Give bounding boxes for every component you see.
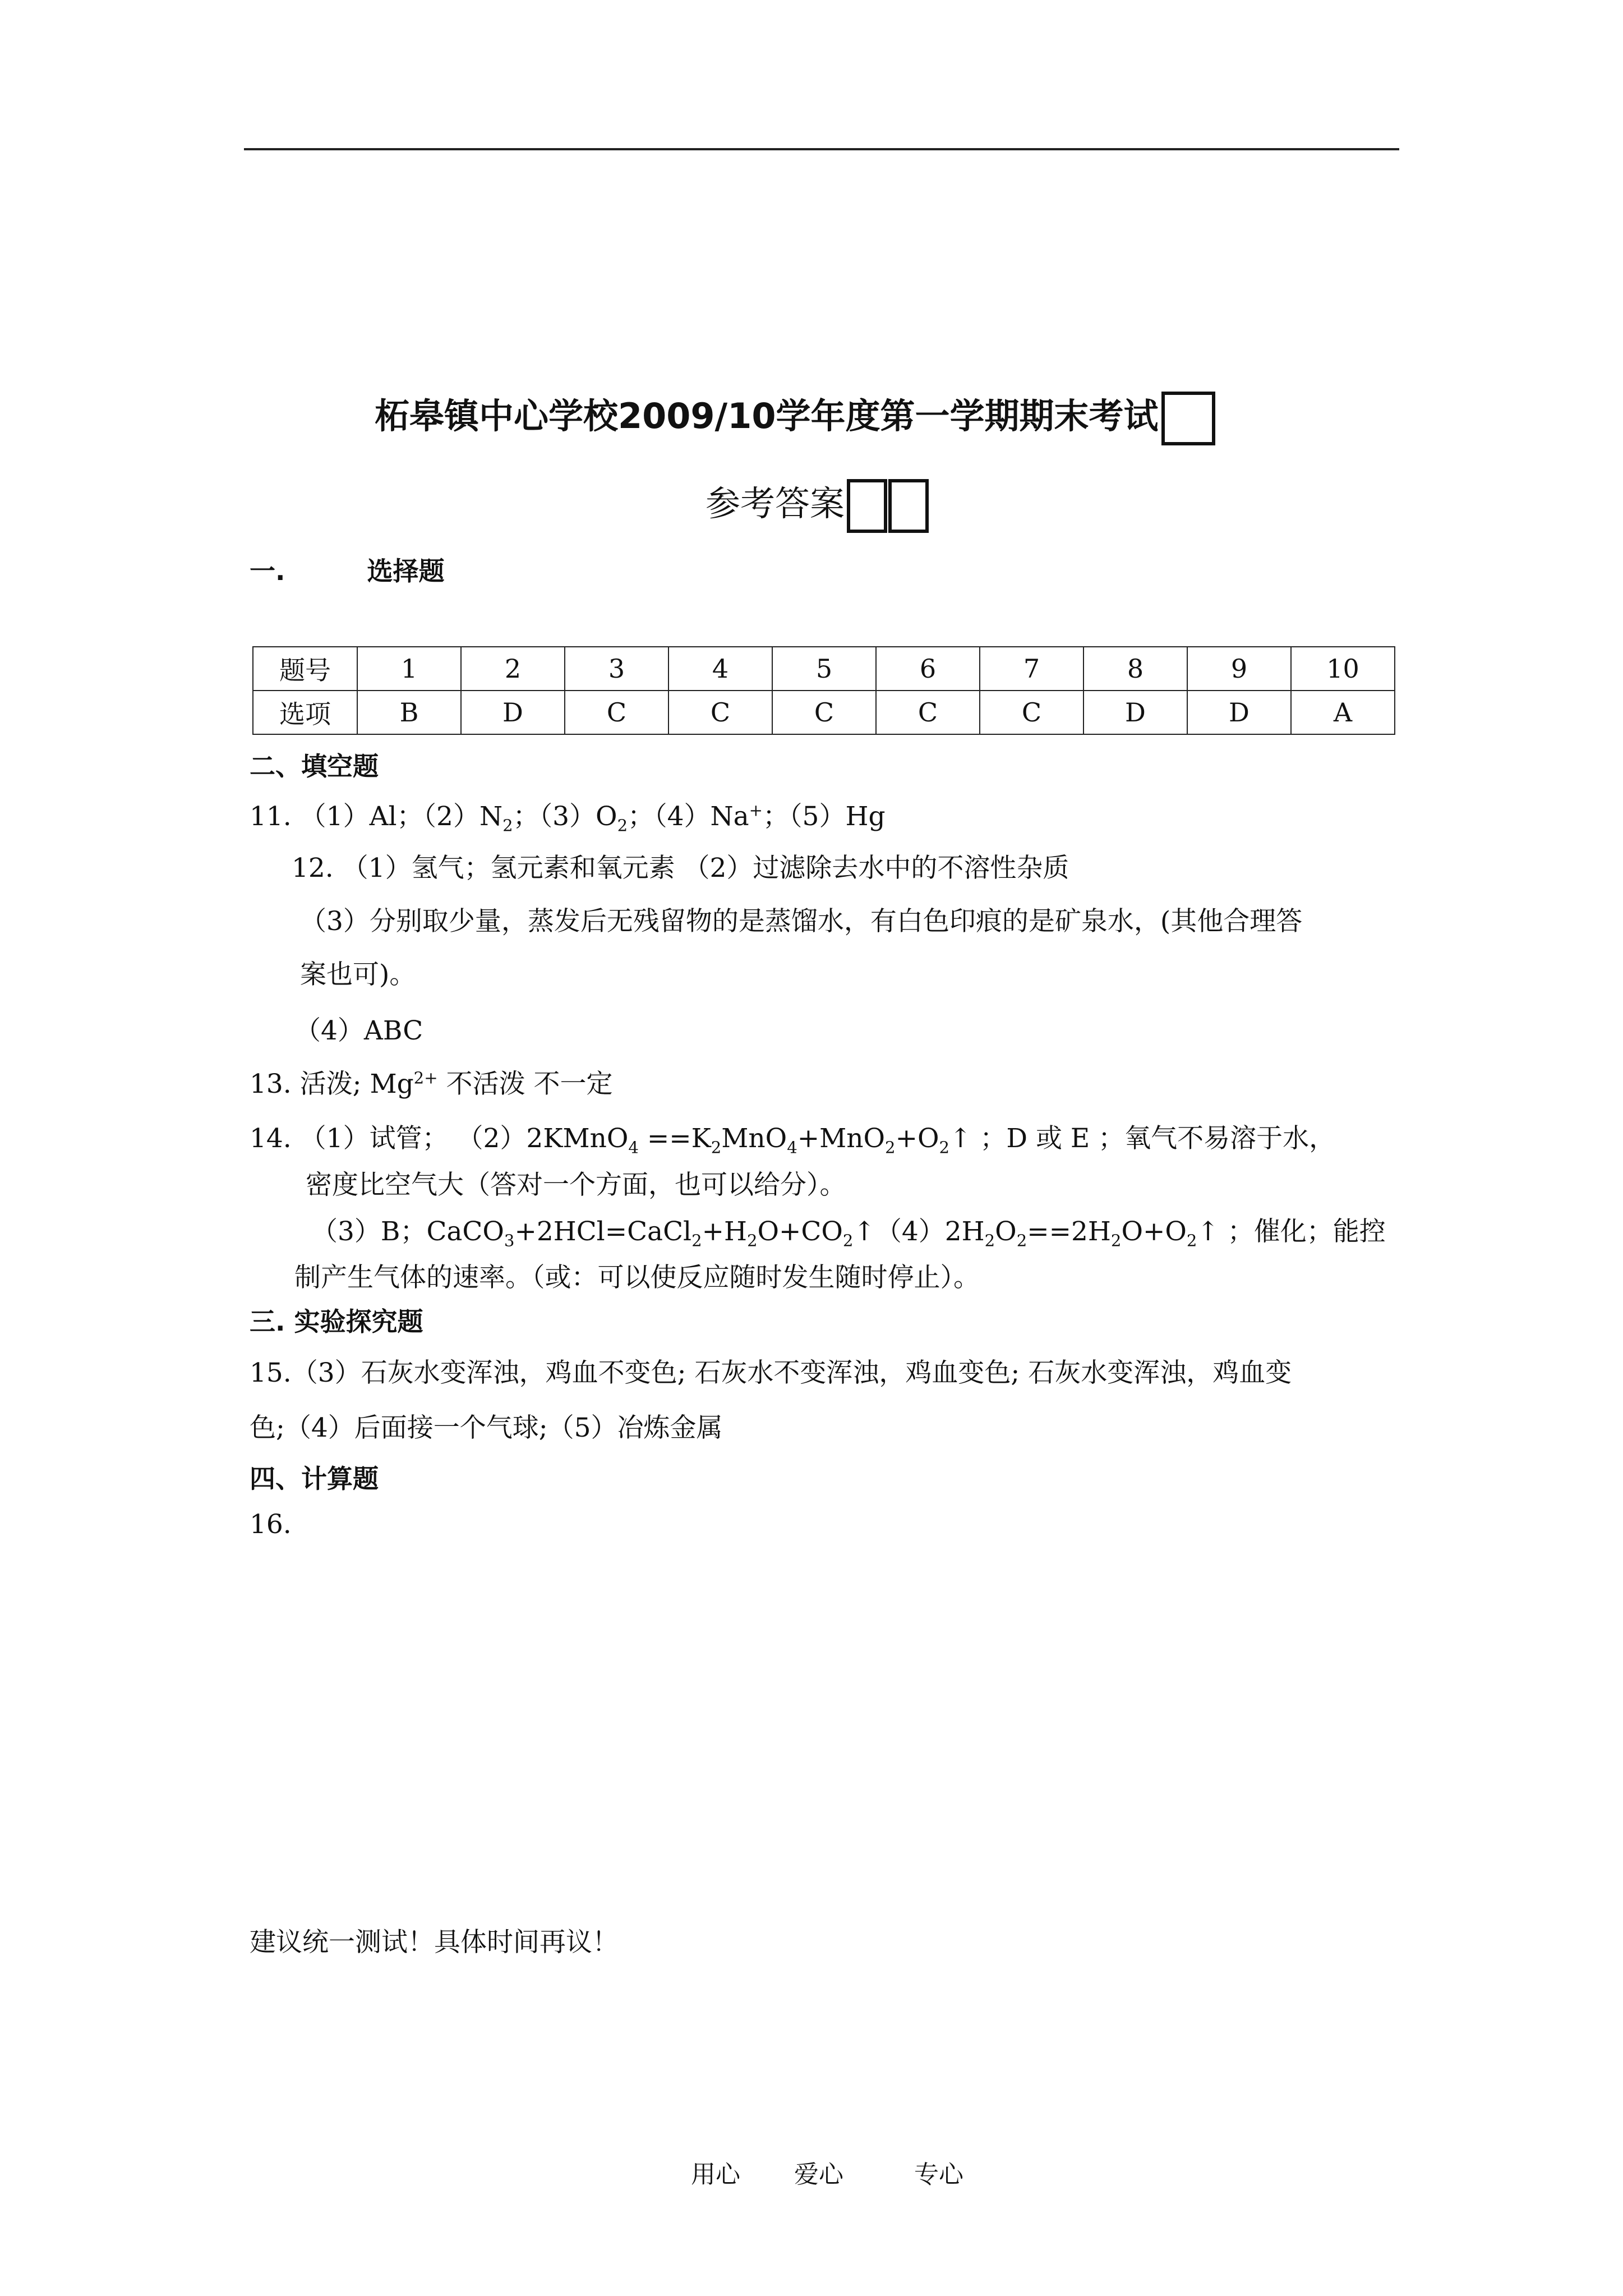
question-number-cell: 10 <box>1291 647 1395 691</box>
subscript: 2 <box>502 816 513 835</box>
section-experiment-heading: 三. 实验探究题 <box>250 1306 423 1337</box>
subscript: 2 <box>939 1138 950 1157</box>
subscript: 2 <box>711 1138 722 1157</box>
text-run: （3）B；CaCO <box>311 1216 504 1247</box>
answer-q14-line4: 制产生气体的速率。（或：可以使反应随时发生随时停止）。 <box>294 1262 980 1293</box>
text-run: 13. 活泼; Mg <box>250 1069 414 1099</box>
table-header-cell: 题号 <box>253 647 357 691</box>
text-run: ↑ ；D 或 E ；氧气不易溶于水， <box>949 1123 1336 1154</box>
answer-q14-line1 <box>250 1117 1335 1157</box>
note-text: 建议统一测试！具体时间再议！ <box>250 1927 619 1958</box>
answer-q12-line3: 案也可)。 <box>300 959 416 990</box>
question-number-cell: 1 <box>357 647 461 691</box>
question-number-cell: 3 <box>565 647 668 691</box>
page-subtitle-text: 参考答案 <box>706 483 845 524</box>
answer-table <box>252 646 1395 735</box>
subscript: 3 <box>504 1231 515 1250</box>
section-choice-heading <box>250 551 445 588</box>
subscript: 2 <box>984 1231 995 1250</box>
subscript: 2 <box>617 816 628 835</box>
question-number-cell: 6 <box>876 647 980 691</box>
text-run: +H <box>702 1216 747 1247</box>
answer-q16: 16. <box>250 1509 292 1540</box>
table-row <box>253 691 1395 734</box>
subscript: 2 <box>885 1138 896 1157</box>
subscript: 2 <box>842 1231 854 1250</box>
text-run: O <box>995 1216 1017 1247</box>
section-number: 一. <box>250 556 285 586</box>
text-run: MnO <box>721 1123 787 1154</box>
missing-glyph-box <box>847 479 887 533</box>
subscript: 4 <box>628 1138 639 1157</box>
answer-cell: A <box>1291 691 1395 734</box>
subscript: 2 <box>691 1231 702 1250</box>
text-run: O+CO <box>757 1216 843 1247</box>
text-run: +2HCl=CaCl <box>514 1216 692 1247</box>
footer-slogan <box>691 2154 963 2190</box>
text-run: ==K <box>638 1123 711 1154</box>
question-number-cell: 8 <box>1083 647 1187 691</box>
answer-cell: C <box>772 691 876 734</box>
text-run: 14. （1）试管； （2）2KMnO <box>250 1123 629 1154</box>
answer-cell: D <box>1083 691 1187 734</box>
answer-cell: C <box>668 691 772 734</box>
answer-q13 <box>250 1063 613 1101</box>
text-run: ；（3）O <box>513 801 617 832</box>
superscript: + <box>749 800 763 820</box>
section-calc-heading: 四、计算题 <box>250 1464 379 1494</box>
answer-q11 <box>250 795 886 835</box>
section-label: 选择题 <box>367 556 445 586</box>
superscript: 2+ <box>413 1068 438 1088</box>
table-header-cell: 选项 <box>253 691 357 734</box>
page-title <box>375 388 1215 445</box>
subscript: 2 <box>1186 1231 1197 1250</box>
answer-q12-line1: 12. （1）氢气；氢元素和氧元素 （2）过滤除去水中的不溶性杂质 <box>292 853 1069 884</box>
answer-q12-line4: （4）ABC <box>294 1015 423 1046</box>
answer-cell: C <box>980 691 1083 734</box>
missing-glyph-box <box>1161 392 1215 445</box>
page-subtitle <box>706 476 929 533</box>
answer-q14-line2: 密度比空气大（答对一个方面，也可以给分）。 <box>306 1170 846 1200</box>
question-number-cell: 9 <box>1187 647 1291 691</box>
subscript: 2 <box>1016 1231 1027 1250</box>
section-fill-heading: 二、填空题 <box>250 751 379 781</box>
page-title-text: 柘皋镇中心学校2009/10学年度第一学期期末考试 <box>375 395 1159 436</box>
text-run: +MnO <box>797 1123 886 1154</box>
answer-cell: D <box>461 691 565 734</box>
text-run: ；（4）Na <box>628 801 749 832</box>
answer-q12-line2: （3）分别取少量，蒸发后无残留物的是蒸馏水，有白色印痕的是矿泉水，(其他合理答 <box>300 906 1303 937</box>
text-run: O+O <box>1121 1216 1187 1247</box>
answer-cell: B <box>357 691 461 734</box>
question-number-cell: 5 <box>772 647 876 691</box>
text-run: +O <box>895 1123 939 1154</box>
subscript: 4 <box>787 1138 797 1157</box>
question-number-cell: 2 <box>461 647 565 691</box>
text-run: ==2H <box>1027 1216 1111 1247</box>
answer-q15-line2: 色;（4）后面接一个气球;（5）冶炼金属 <box>250 1412 723 1443</box>
text-run: ；（5）Hg <box>763 801 886 832</box>
footer-word: 用心 <box>691 2160 740 2189</box>
footer-word: 爱心 <box>794 2160 843 2189</box>
answer-q15-line1: 15.（3）石灰水变浑浊，鸡血不变色; 石灰水不变浑浊，鸡血变色; 石灰水变浑浊，鸡血变 <box>250 1358 1292 1388</box>
answer-cell: C <box>876 691 980 734</box>
footer-word: 专心 <box>914 2160 963 2189</box>
header-rule <box>244 148 1399 150</box>
subscript: 2 <box>1110 1231 1122 1250</box>
text-run: ↑（4）2H <box>853 1216 985 1247</box>
answer-cell: D <box>1187 691 1291 734</box>
question-number-cell: 7 <box>980 647 1083 691</box>
answer-q14-line3 <box>311 1211 1386 1250</box>
text-run: 不活泼 不一定 <box>437 1069 613 1099</box>
text-run: ↑ ；催化；能控 <box>1197 1216 1386 1247</box>
table-row <box>253 647 1395 691</box>
question-number-cell: 4 <box>668 647 772 691</box>
subscript: 2 <box>746 1231 758 1250</box>
text-run: 11. （1）Al；（2）N <box>250 801 503 832</box>
answer-cell: C <box>565 691 668 734</box>
missing-glyph-box <box>888 479 929 533</box>
